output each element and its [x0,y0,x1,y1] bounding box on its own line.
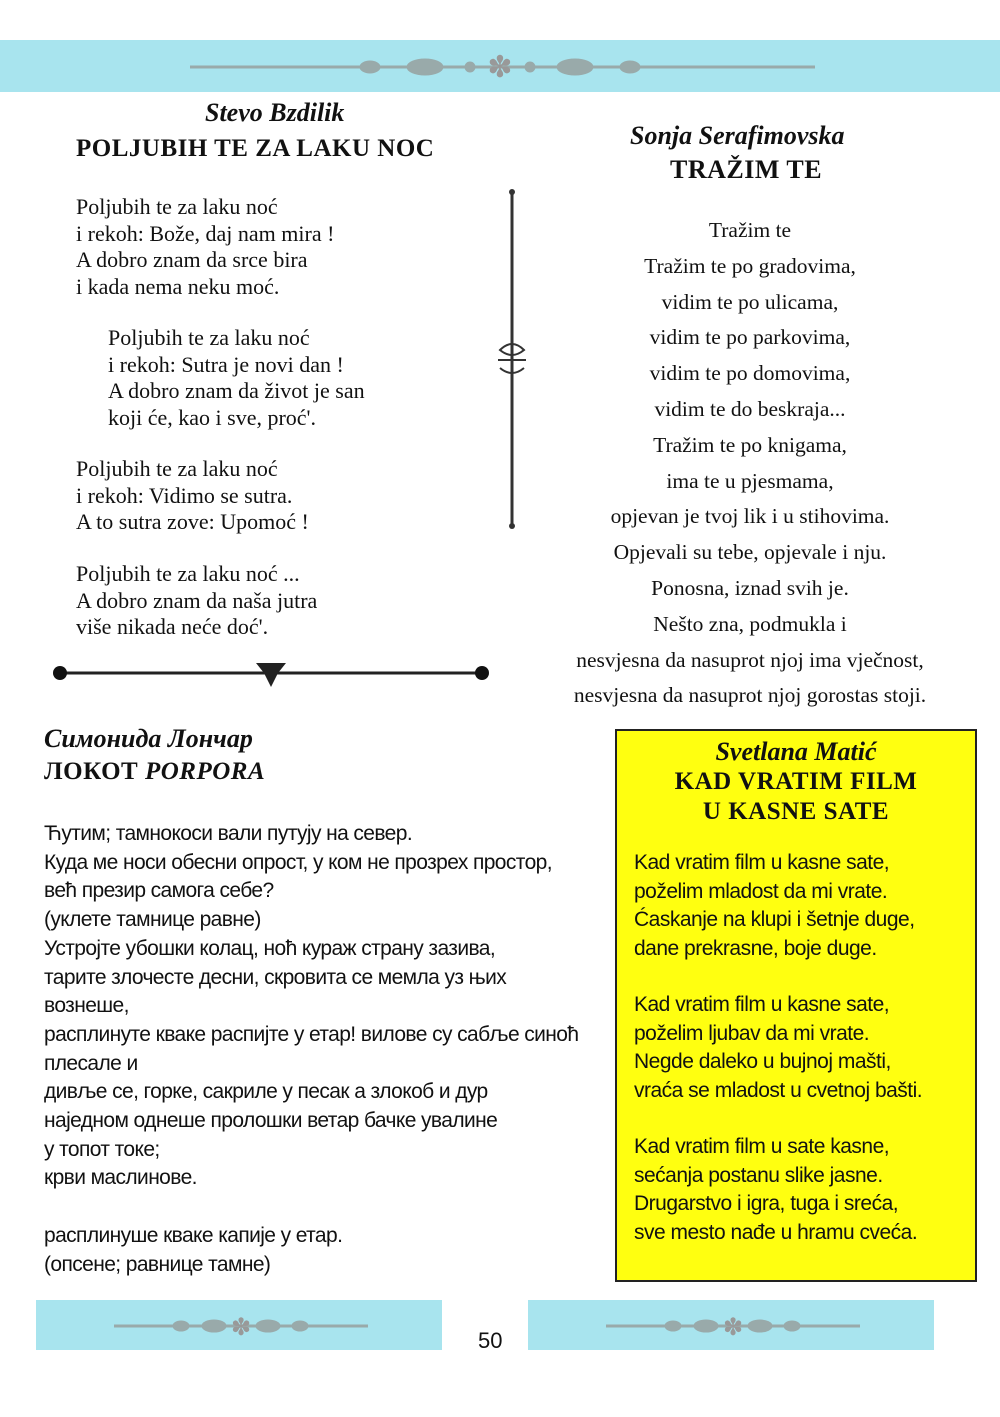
ornament-divider-icon [0,40,1000,92]
poem-line: sve mesto nađe u hramu cveća. [634,1220,918,1244]
poem3-title [44,758,265,786]
poem-line: крви маслинове. [44,1166,197,1190]
poem2-author: Sonja Serafimovska [630,121,845,150]
poem4-stanza-1 [634,849,975,963]
poem-line: Tražim te po knigama, [653,432,847,457]
poem-line: poželim mladost da mi vrate. [634,879,888,903]
poem-line: nesvjesna da nasuprot njoj gorostas stoji. [573,683,927,708]
svg-text:✽: ✽ [722,1315,744,1341]
poem-line: (уклете тамнице равне) [44,908,261,932]
poem-line: Ћутим; тамнокоси вали путују на север. [44,822,413,845]
poem-line: наједном однеше пролошки ветар бачке увалине [44,1109,498,1133]
poem2-title: TRAŽIM TE [670,155,823,184]
poem-line: дивље се, горке, сакриле у песак а злокоб и дур [44,1080,488,1104]
poem-line: Nešto zna, podmukla i [653,611,847,636]
poem-line: dane prekrasne, boje duge. [634,936,877,960]
poem4-stanza-2 [634,991,975,1105]
poem-line: Ćaskanje na klupi i šetnje duge, [634,908,915,931]
poem-line: Kad vratim film u sate kasne, [634,1135,890,1158]
poem-line: ima te u pjesmama, [666,468,834,493]
poem-line: poželim ljubav da mi vrate. [634,1021,870,1045]
ornament-divider-icon [36,1300,442,1350]
page-number: 50 [478,1328,503,1353]
poem-line: Kad vratim film u kasne sate, [634,851,890,874]
poem-line: расплинуте кваке распијте у етар! вилове су сабље синоћ [44,1022,579,1046]
poem-line: Opjevali su tebe, opjevale i nju. [613,540,887,565]
poem3-author: Симонида Лончар [44,724,253,753]
poem-line: sećanja postanu slike jasne. [634,1163,883,1187]
poem-line: vidim te do beskraja... [654,396,846,421]
footer-band-right [528,1300,934,1350]
poem-line: nesvjesna da nasuprot njoj ima vječnost, [576,647,924,672]
ornament-divider-icon [528,1300,934,1350]
poem-line: (опсене; равнице тамне) [44,1252,271,1276]
poem4-box [615,729,977,1282]
poem-line: Ponosna, iznad svih je. [651,575,849,600]
poem-line: тарите злочесте десни, скровита се мемла уз њих [44,965,507,989]
svg-text:✽: ✽ [487,51,513,84]
poem-line: Tražim te [708,218,792,242]
poem4-author: Svetlana Matić [715,737,877,766]
poem-line: opjevan je tvoj lik i u stihovima. [610,504,890,529]
poem4-title-line2: U KASNE SATE [702,798,890,825]
poem-line: већ презир самога себе? [44,879,274,903]
poem3-title-part1: ЛОКОТ [44,758,139,785]
poem-line: Drugarstvo i igra, tuga i sreća, [634,1192,899,1215]
poem1-stanza-2: Poljubih te za laku noć i rekoh: Sutra je novi dan ! A dobro znam da život je san koji će, kao i sve, proć'. [108,325,365,430]
poem-line: vidim te po ulicama, [661,289,839,314]
poem-line: vidim te po parkovima, [649,325,851,350]
poem3-body [44,820,578,1279]
poem-line: vidim te po domovima, [649,361,851,386]
poem-line [44,1193,578,1222]
footer-band-left [36,1300,442,1350]
poem-line: Kad vratim film u kasne sate, [634,993,890,1016]
poem4-title-line1: KAD VRATIM FILM [674,768,918,795]
poem3-title-part2: PORPORA [144,758,266,785]
poem-line: плесале и [44,1051,138,1075]
poem-line: vraća se mladost u cvetnoj bašti. [634,1078,923,1102]
poem1-stanza-3: Poljubih te za laku noć i rekoh: Vidimo se sutra. A to sutra zove: Upomoć ! [76,456,309,534]
poem-line: Tražim te po gradovima, [644,253,856,278]
poem1-stanza-4: Poljubih te za laku noć ... A dobro znam da naša jutra više nikada neće doć'. [76,561,318,639]
poem1-author: Stevo Bzdilik [205,98,345,127]
horizontal-divider-icon [50,659,495,689]
poem1-stanza-1: Poljubih te za laku noć i rekoh: Bože, daj nam mira ! A dobro znam da srce bira i kada nema neku moć. [76,194,335,299]
poem-line: расплинуше кваке капије у етар. [44,1223,343,1247]
poem-line: Устројте убошки колац, ноћ кураж страну зазива, [44,936,496,960]
svg-text:✽: ✽ [230,1315,252,1341]
header-band [0,40,1000,92]
poem-line: у топот токе; [44,1137,160,1161]
poem-line: вознеше, [44,994,129,1018]
poem-line: Куда ме носи обесни опрост, у ком не прозрех простор, [44,850,552,874]
poem1-title: POLJUBIH TE ZA LAKU NOC [76,135,435,162]
vertical-divider-icon [494,188,534,533]
poem-line: Negde daleko u bujnoj mašti, [634,1050,891,1073]
poem2-body [530,213,970,714]
poem4-stanza-3 [634,1133,975,1247]
